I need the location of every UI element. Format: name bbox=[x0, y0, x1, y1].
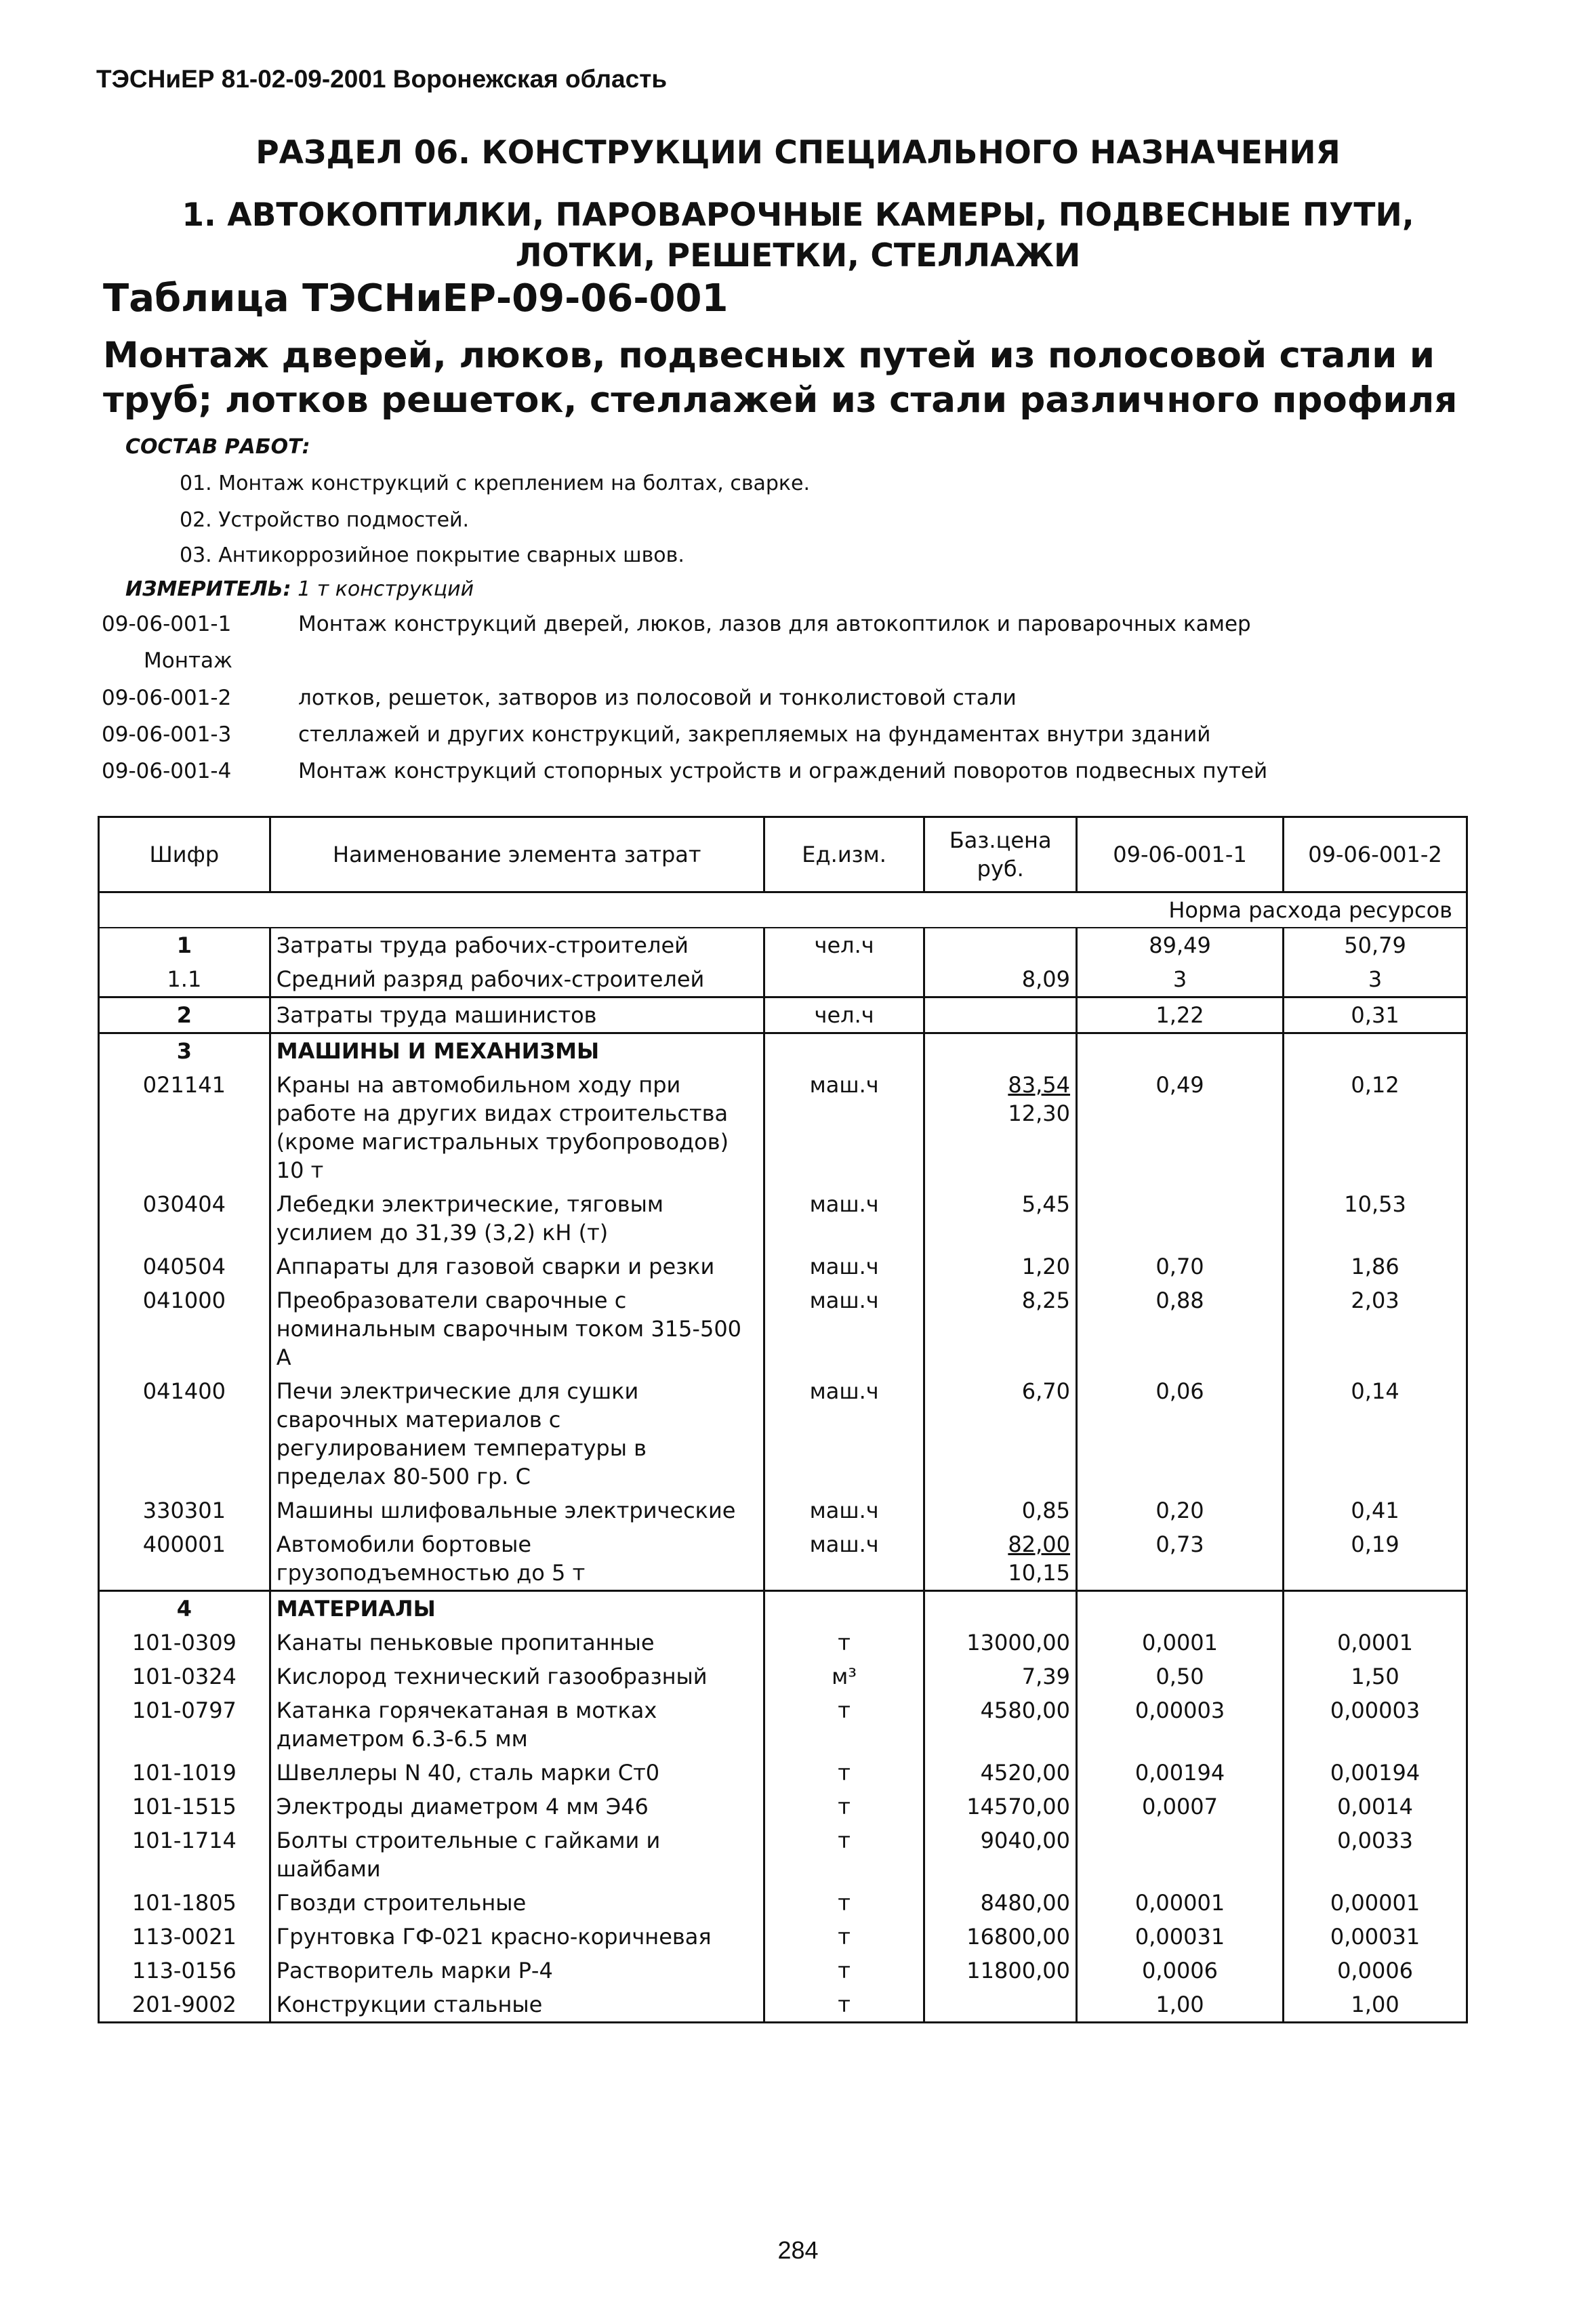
table-row bbox=[99, 1886, 1467, 1920]
table-row bbox=[99, 1068, 1467, 1187]
price-value: 16800,00 bbox=[966, 1924, 1070, 1950]
cell-name: Электроды диаметром 4 мм Э46 bbox=[270, 1790, 764, 1824]
cell-unit bbox=[764, 962, 924, 997]
table-row bbox=[99, 928, 1467, 962]
price-value: 4580,00 bbox=[980, 1697, 1070, 1723]
table-row bbox=[99, 1591, 1467, 1626]
code-row bbox=[102, 722, 298, 747]
cell-norm-1 bbox=[1076, 1591, 1283, 1626]
cell-name: Лебедки электрические, тяговым усилием до 31,39 (3,2) кН (т) bbox=[270, 1187, 764, 1250]
table-row bbox=[99, 1988, 1467, 2023]
cell-norm-1 bbox=[1076, 1824, 1283, 1886]
cell-norm-2: 1,00 bbox=[1284, 1988, 1467, 2023]
price-value: 13000,00 bbox=[966, 1630, 1070, 1655]
cell-code: 113-0156 bbox=[99, 1954, 270, 1988]
cell-norm-2: 0,12 bbox=[1284, 1068, 1467, 1187]
cell-code: 2 bbox=[99, 997, 270, 1033]
norm-label-row bbox=[99, 892, 1467, 928]
table-header-row bbox=[99, 817, 1467, 892]
price-value: 83,54 bbox=[1008, 1072, 1070, 1098]
table-row bbox=[99, 1920, 1467, 1954]
table-row bbox=[99, 1033, 1467, 1069]
cell-name: Катанка горячекатаная в мотках диаметром 6.3-6.5 мм bbox=[270, 1693, 764, 1756]
cell-unit: т bbox=[838, 1924, 851, 1950]
code-id: 09-06-001-4 bbox=[102, 759, 232, 783]
table-row bbox=[99, 1283, 1467, 1374]
cell-name: Растворитель марки Р-4 bbox=[270, 1954, 764, 1988]
cell-name: МАТЕРИАЛЫ bbox=[270, 1591, 764, 1626]
cell-norm-2: 0,0033 bbox=[1284, 1824, 1467, 1886]
measure-line bbox=[125, 577, 474, 601]
cell-price bbox=[924, 1250, 1077, 1283]
cell-name: Затраты труда рабочих-строителей bbox=[270, 928, 764, 962]
cell-code: 101-0309 bbox=[99, 1626, 270, 1660]
cell-code: 041400 bbox=[99, 1374, 270, 1494]
cell-name: Затраты труда машинистов bbox=[270, 997, 764, 1033]
cell-code: 101-1019 bbox=[99, 1756, 270, 1790]
code-id: 09-06-001-3 bbox=[102, 722, 232, 747]
cell-norm-1: 0,0006 bbox=[1076, 1954, 1283, 1988]
cell-unit bbox=[764, 1591, 924, 1626]
cell-price bbox=[924, 1954, 1077, 1988]
cell-norm-2: 0,00194 bbox=[1284, 1756, 1467, 1790]
price-value: 8480,00 bbox=[980, 1890, 1070, 1916]
header-n1: 09-06-001-1 bbox=[1076, 817, 1283, 892]
table-row bbox=[99, 1250, 1467, 1283]
cell-code: 021141 bbox=[99, 1068, 270, 1187]
cell-price bbox=[924, 1187, 1077, 1250]
header-n2: 09-06-001-2 bbox=[1284, 817, 1467, 892]
cell-name: Швеллеры N 40, сталь марки Ст0 bbox=[270, 1756, 764, 1790]
cell-norm-2: 0,0014 bbox=[1284, 1790, 1467, 1824]
price-value: 1,20 bbox=[1021, 1254, 1070, 1279]
cell-name: Автомобили бортовые грузоподъемностью до 5 т bbox=[270, 1527, 764, 1591]
cell-code: 330301 bbox=[99, 1494, 270, 1527]
cell-name: Краны на автомобильном ходу при работе на других видах строительства (кроме магистральных трубопроводов) 10 т bbox=[270, 1068, 764, 1187]
cell-unit: т bbox=[838, 1760, 851, 1786]
table-row bbox=[99, 1954, 1467, 1988]
cell-norm-1: 0,00003 bbox=[1076, 1693, 1283, 1756]
cell-norm-2: 3 bbox=[1284, 962, 1467, 997]
main-title-line-1: Монтаж дверей, люков, подвесных путей из полосовой стали и bbox=[103, 335, 1435, 376]
header-price: Баз.цена руб. bbox=[924, 817, 1077, 892]
cell-norm-1: 0,00001 bbox=[1076, 1886, 1283, 1920]
code-id: 09-06-001-1 bbox=[102, 612, 232, 636]
subsection-title-line-1: 1. АВТОКОПТИЛКИ, ПАРОВАРОЧНЫЕ КАМЕРЫ, ПОДВЕСНЫЕ ПУТИ, bbox=[182, 197, 1414, 234]
cell-norm-1: 89,49 bbox=[1076, 928, 1283, 962]
cell-code: 040504 bbox=[99, 1250, 270, 1283]
cell-unit: маш.ч bbox=[809, 1498, 879, 1523]
code-description: Монтаж конструкций стопорных устройств и ограждений поворотов подвесных путей bbox=[298, 759, 1268, 783]
cell-name: Машины шлифовальные электрические bbox=[270, 1494, 764, 1527]
table-row bbox=[99, 1494, 1467, 1527]
code-row bbox=[144, 648, 232, 673]
table-row bbox=[99, 1824, 1467, 1886]
price-value: 5,45 bbox=[1021, 1191, 1070, 1217]
cell-code: 101-0324 bbox=[99, 1660, 270, 1693]
cell-name: Кислород технический газообразный bbox=[270, 1660, 764, 1693]
cell-norm-2: 0,00001 bbox=[1284, 1886, 1467, 1920]
cell-price bbox=[924, 1886, 1077, 1920]
composition-item: 01. Монтаж конструкций с креплением на болтах, сварке. bbox=[180, 472, 811, 495]
cell-unit: т bbox=[838, 1630, 851, 1655]
cell-code: 400001 bbox=[99, 1527, 270, 1591]
cell-norm-2: 0,0001 bbox=[1284, 1626, 1467, 1660]
price-value: 7,39 bbox=[1021, 1664, 1070, 1689]
cell-price bbox=[924, 1494, 1077, 1527]
measure-value: 1 т конструкций bbox=[298, 577, 474, 601]
cell-code: 030404 bbox=[99, 1187, 270, 1250]
code-id: Монтаж bbox=[144, 648, 232, 673]
cell-norm-1: 0,49 bbox=[1076, 1068, 1283, 1187]
resource-table bbox=[98, 816, 1468, 2023]
subsection-title-line-2: ЛОТКИ, РЕШЕТКИ, СТЕЛЛАЖИ bbox=[515, 237, 1081, 274]
cell-price bbox=[924, 928, 1077, 962]
code-row bbox=[102, 686, 298, 710]
cell-price bbox=[924, 1527, 1077, 1591]
cell-price bbox=[924, 962, 1077, 997]
price-value: 8,25 bbox=[1021, 1288, 1070, 1313]
price-value: 9040,00 bbox=[980, 1828, 1070, 1853]
cell-norm-1: 1,22 bbox=[1076, 997, 1283, 1033]
cell-unit: маш.ч bbox=[809, 1288, 879, 1313]
cell-norm-2: 1,86 bbox=[1284, 1250, 1467, 1283]
cell-price bbox=[924, 1790, 1077, 1824]
cell-code: 101-0797 bbox=[99, 1693, 270, 1756]
cell-price bbox=[924, 1591, 1077, 1626]
cell-norm-2: 50,79 bbox=[1284, 928, 1467, 962]
cell-unit: т bbox=[838, 1794, 851, 1819]
subsection-title bbox=[0, 195, 1596, 276]
cell-norm-1: 0,00194 bbox=[1076, 1756, 1283, 1790]
cell-price bbox=[924, 1033, 1077, 1069]
table-row bbox=[99, 962, 1467, 997]
table-row bbox=[99, 1187, 1467, 1250]
page-number: 284 bbox=[777, 2236, 819, 2264]
table-row bbox=[99, 1626, 1467, 1660]
cell-unit: маш.ч bbox=[809, 1378, 879, 1404]
header-name: Наименование элемента затрат bbox=[270, 817, 764, 892]
code-row bbox=[102, 612, 298, 636]
cell-norm-2: 0,14 bbox=[1284, 1374, 1467, 1494]
cell-code: 101-1515 bbox=[99, 1790, 270, 1824]
cell-norm-2 bbox=[1284, 1591, 1467, 1626]
cell-norm-1 bbox=[1076, 1033, 1283, 1069]
code-description: лотков, решеток, затворов из полосовой и тонколистовой стали bbox=[298, 686, 1017, 710]
cell-price bbox=[924, 1756, 1077, 1790]
cell-unit bbox=[764, 1033, 924, 1069]
cell-unit: чел.ч bbox=[764, 997, 924, 1033]
cell-norm-1: 0,73 bbox=[1076, 1527, 1283, 1591]
cell-norm-2: 0,00031 bbox=[1284, 1920, 1467, 1954]
composition-item: 03. Антикоррозийное покрытие сварных швов. bbox=[180, 543, 684, 567]
measure-label: ИЗМЕРИТЕЛЬ: bbox=[125, 577, 291, 601]
table-code: Таблица ТЭСНиЕР-09-06-001 bbox=[103, 276, 729, 321]
cell-name: Болты строительные с гайками и шайбами bbox=[270, 1824, 764, 1886]
cell-name: Средний разряд рабочих-строителей bbox=[270, 962, 764, 997]
cell-code: 1 bbox=[99, 928, 270, 962]
table-body bbox=[99, 928, 1467, 2023]
cell-norm-1: 1,00 bbox=[1076, 1988, 1283, 2023]
code-description: Монтаж конструкций дверей, люков, лазов для автокоптилок и пароварочных камер bbox=[298, 612, 1251, 636]
cell-code: 101-1805 bbox=[99, 1886, 270, 1920]
cell-code: 4 bbox=[99, 1591, 270, 1626]
cell-price bbox=[924, 1693, 1077, 1756]
code-row bbox=[102, 759, 298, 783]
cell-norm-2: 1,50 bbox=[1284, 1660, 1467, 1693]
cell-norm-1: 0,0001 bbox=[1076, 1626, 1283, 1660]
header-unit: Ед.изм. bbox=[764, 817, 924, 892]
cell-norm-1: 0,70 bbox=[1076, 1250, 1283, 1283]
cell-name: Конструкции стальные bbox=[270, 1988, 764, 2023]
cell-unit: т bbox=[838, 1697, 851, 1723]
cell-norm-2: 0,00003 bbox=[1284, 1693, 1467, 1756]
cell-price bbox=[924, 1988, 1077, 2023]
cell-code: 113-0021 bbox=[99, 1920, 270, 1954]
composition-label bbox=[125, 435, 310, 459]
cell-name: Грунтовка ГФ-021 красно-коричневая bbox=[270, 1920, 764, 1954]
cell-code: 3 bbox=[99, 1033, 270, 1069]
table-row bbox=[99, 1756, 1467, 1790]
cell-norm-1: 3 bbox=[1076, 962, 1283, 997]
cell-price bbox=[924, 1283, 1077, 1374]
price-value: 14570,00 bbox=[966, 1794, 1070, 1819]
cell-norm-2: 0,19 bbox=[1284, 1527, 1467, 1591]
cell-unit: маш.ч bbox=[809, 1531, 879, 1557]
cell-norm-1: 0,00031 bbox=[1076, 1920, 1283, 1954]
price-value: 4520,00 bbox=[980, 1760, 1070, 1786]
cell-name: Печи электрические для сушки сварочных материалов с регулированием температуры в пределах 80-500 гр. С bbox=[270, 1374, 764, 1494]
cell-norm-2: 10,53 bbox=[1284, 1187, 1467, 1250]
cell-unit: маш.ч bbox=[809, 1072, 879, 1098]
table-row bbox=[99, 1660, 1467, 1693]
cell-unit: т bbox=[838, 1958, 851, 1983]
price-value: 11800,00 bbox=[966, 1958, 1070, 1983]
table-row bbox=[99, 1374, 1467, 1494]
cell-unit: м³ bbox=[832, 1664, 857, 1689]
cell-norm-1: 0,88 bbox=[1076, 1283, 1283, 1374]
code-description: стеллажей и других конструкций, закрепляемых на фундаментах внутри зданий bbox=[298, 722, 1211, 747]
section-title: РАЗДЕЛ 06. КОНСТРУКЦИИ СПЕЦИАЛЬНОГО НАЗНАЧЕНИЯ bbox=[255, 134, 1341, 171]
cell-price bbox=[924, 1626, 1077, 1660]
main-title-line-2: труб; лотков решеток, стеллажей из стали различного профиля bbox=[103, 379, 1458, 421]
cell-name: Преобразователи сварочные с номинальным сварочным током 315-500 А bbox=[270, 1283, 764, 1374]
composition-label-text: СОСТАВ РАБОТ: bbox=[125, 435, 310, 459]
cell-unit: т bbox=[838, 1828, 851, 1853]
cell-code: 1.1 bbox=[99, 962, 270, 997]
cell-norm-1: 0,20 bbox=[1076, 1494, 1283, 1527]
price-value: 0,85 bbox=[1021, 1498, 1070, 1523]
cell-norm-1: 0,0007 bbox=[1076, 1790, 1283, 1824]
cell-norm-2: 0,31 bbox=[1284, 997, 1467, 1033]
cell-unit: маш.ч bbox=[809, 1254, 879, 1279]
cell-norm-2: 0,41 bbox=[1284, 1494, 1467, 1527]
header-code: Шифр bbox=[99, 817, 270, 892]
price-value: 82,00 bbox=[1008, 1531, 1070, 1557]
cell-name: Аппараты для газовой сварки и резки bbox=[270, 1250, 764, 1283]
cell-code: 041000 bbox=[99, 1283, 270, 1374]
cell-norm-1: 0,06 bbox=[1076, 1374, 1283, 1494]
cell-unit: т bbox=[764, 1988, 924, 2023]
table-row bbox=[99, 1693, 1467, 1756]
main-title bbox=[103, 333, 1526, 423]
cell-unit: чел.ч bbox=[814, 932, 874, 958]
code-id: 09-06-001-2 bbox=[102, 686, 232, 710]
table-row bbox=[99, 997, 1467, 1033]
document-header: ТЭСНиЕР 81-02-09-2001 Воронежская область bbox=[96, 65, 668, 93]
composition-item: 02. Устройство подмостей. bbox=[180, 508, 470, 532]
cell-name: Канаты пеньковые пропитанные bbox=[270, 1626, 764, 1660]
cell-code: 201-9002 bbox=[99, 1988, 270, 2023]
cell-price bbox=[924, 997, 1077, 1033]
cell-norm-2: 2,03 bbox=[1284, 1283, 1467, 1374]
cell-unit: т bbox=[838, 1890, 851, 1916]
price-wage-value: 12,30 bbox=[1008, 1100, 1070, 1126]
table-row bbox=[99, 1790, 1467, 1824]
cell-price bbox=[924, 1068, 1077, 1187]
cell-unit: маш.ч bbox=[809, 1191, 879, 1217]
norm-label: Норма расхода ресурсов bbox=[1076, 892, 1467, 928]
cell-name: Гвозди строительные bbox=[270, 1886, 764, 1920]
cell-price bbox=[924, 1660, 1077, 1693]
cell-norm-1 bbox=[1076, 1187, 1283, 1250]
cell-code: 101-1714 bbox=[99, 1824, 270, 1886]
price-value: 8,09 bbox=[1021, 966, 1070, 992]
cell-norm-1: 0,50 bbox=[1076, 1660, 1283, 1693]
cell-name: МАШИНЫ И МЕХАНИЗМЫ bbox=[270, 1033, 764, 1069]
price-wage-value: 10,15 bbox=[1008, 1560, 1070, 1586]
cell-price bbox=[924, 1824, 1077, 1886]
cell-norm-2 bbox=[1284, 1033, 1467, 1069]
cell-price bbox=[924, 1920, 1077, 1954]
cell-price bbox=[924, 1374, 1077, 1494]
cell-norm-2: 0,0006 bbox=[1284, 1954, 1467, 1988]
table-row bbox=[99, 1527, 1467, 1591]
price-value: 6,70 bbox=[1021, 1378, 1070, 1404]
